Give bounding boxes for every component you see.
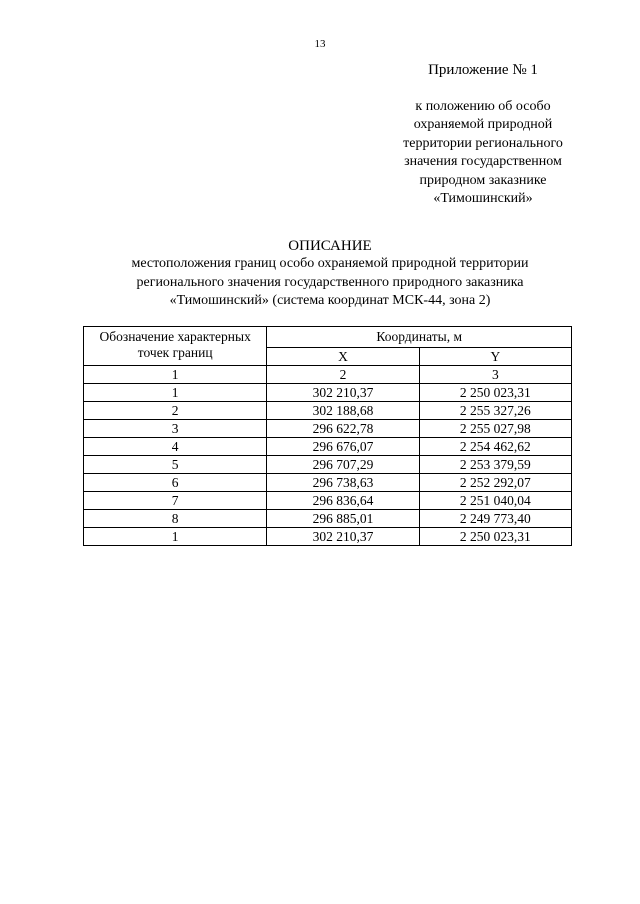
appendix-subtitle-line: охраняемой природной <box>413 117 553 133</box>
table-row <box>84 492 572 510</box>
point-cell: 8 <box>84 510 267 528</box>
column-number-row <box>84 366 572 384</box>
page-number: 13 <box>314 38 326 50</box>
y-cell: 2 254 462,62 <box>419 438 571 456</box>
header-x: X <box>267 348 419 366</box>
x-cell: 296 836,64 <box>267 492 419 510</box>
x-cell: 302 210,37 <box>267 384 419 402</box>
description-line: регионального значения государственного природного заказника <box>136 274 524 290</box>
y-cell: 2 255 327,26 <box>419 402 571 420</box>
x-cell: 296 885,01 <box>267 510 419 528</box>
point-cell: 3 <box>84 420 267 438</box>
table-row <box>84 384 572 402</box>
table-row <box>84 474 572 492</box>
column-number: 3 <box>419 366 571 384</box>
y-cell: 2 253 379,59 <box>419 456 571 474</box>
column-number: 2 <box>267 366 419 384</box>
y-cell: 2 255 027,98 <box>419 420 571 438</box>
x-cell: 296 622,78 <box>267 420 419 438</box>
appendix-subtitle-line: «Тимошинский» <box>433 191 533 207</box>
header-points: Обозначение характерных точек границ <box>84 327 267 366</box>
x-cell: 302 210,37 <box>267 528 419 546</box>
table-row <box>84 510 572 528</box>
appendix-subtitle-line: территории регионального <box>403 135 563 151</box>
y-cell: 2 252 292,07 <box>419 474 571 492</box>
point-cell: 1 <box>84 384 267 402</box>
x-cell: 302 188,68 <box>267 402 419 420</box>
appendix-subtitle-line: к положению об особо <box>415 99 551 114</box>
table-header-row <box>84 327 572 348</box>
y-cell: 2 250 023,31 <box>419 384 571 402</box>
table-row <box>84 456 572 474</box>
point-cell: 2 <box>84 402 267 420</box>
y-cell: 2 249 773,40 <box>419 510 571 528</box>
table-row <box>84 528 572 546</box>
table-row <box>84 420 572 438</box>
x-cell: 296 738,63 <box>267 474 419 492</box>
y-cell: 2 250 023,31 <box>419 528 571 546</box>
point-cell: 5 <box>84 456 267 474</box>
appendix-subtitle-line: природном заказнике <box>419 172 547 188</box>
appendix-subtitle-line: значения государственном <box>404 154 562 170</box>
appendix-subtitle <box>383 98 583 208</box>
header-coordinates: Координаты, м <box>267 327 572 348</box>
column-number: 1 <box>84 366 267 384</box>
document-heading: ОПИСАНИЕ <box>288 238 372 254</box>
coordinates-table <box>83 326 572 546</box>
appendix-title: Приложение № 1 <box>428 62 538 78</box>
document-description <box>0 255 640 311</box>
point-cell: 4 <box>84 438 267 456</box>
description-line: «Тимошинский» (система координат МСК-44, зона 2) <box>169 293 491 308</box>
x-cell: 296 676,07 <box>267 438 419 456</box>
x-cell: 296 707,29 <box>267 456 419 474</box>
y-cell: 2 251 040,04 <box>419 492 571 510</box>
description-line: местоположения границ особо охраняемой природной территории <box>131 256 529 271</box>
table-row <box>84 438 572 456</box>
table-row <box>84 402 572 420</box>
point-cell: 7 <box>84 492 267 510</box>
header-y: Y <box>419 348 571 366</box>
point-cell: 1 <box>84 528 267 546</box>
point-cell: 6 <box>84 474 267 492</box>
